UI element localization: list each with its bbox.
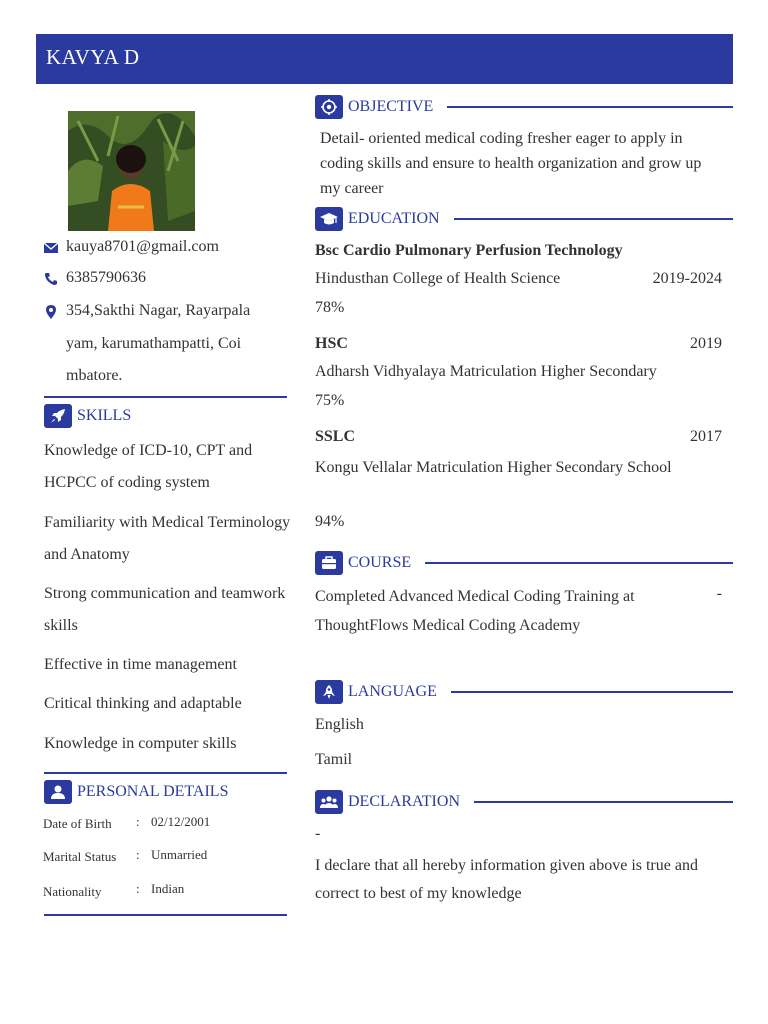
education-degree: SSLC: [315, 428, 356, 445]
objective-heading: [315, 95, 733, 119]
declaration-dash: -: [315, 825, 321, 842]
graduation-cap-icon: [315, 207, 343, 231]
envelope-icon: [44, 241, 58, 255]
divider: [44, 914, 287, 916]
divider: [44, 396, 287, 398]
dob-colon: :: [136, 814, 140, 829]
dob-label: Date of Birth: [43, 816, 112, 831]
profile-photo: [68, 111, 195, 231]
skill-item: Effective in time management: [44, 656, 237, 673]
skill-item: Strong communication and teamwork skills: [44, 585, 286, 634]
education-heading: [315, 207, 733, 231]
course-name: Completed Advanced Medical Coding Training at ThoughtFlows Medical Coding Academy: [315, 588, 635, 634]
course-rule: [425, 562, 733, 564]
objective-text: Detail- oriented medical coding fresher eager to apply in coding skills and ensure to health organization and grow up my career: [320, 130, 702, 197]
course-dash: -: [716, 585, 722, 602]
declaration-rule: [474, 801, 733, 803]
language-item: English: [315, 716, 364, 733]
education-years: 2017: [690, 428, 722, 445]
language-heading: [315, 680, 733, 704]
email-text[interactable]: kauya8701@gmail.com: [66, 238, 219, 255]
education-years: 2019-2024: [652, 270, 722, 287]
education-school: Kongu Vellalar Matriculation Higher Secondary School: [315, 459, 672, 476]
education-degree: HSC: [315, 335, 348, 352]
objective-title: OBJECTIVE: [348, 98, 434, 115]
education-degree: Bsc Cardio Pulmonary Perfusion Technology: [315, 242, 623, 259]
education-school: Hindusthan College of Health Science: [315, 270, 561, 287]
address-line-1: 354,Sakthi Nagar, Rayarpala: [66, 302, 251, 319]
declaration-title: DECLARATION: [348, 793, 460, 810]
nationality-value: Indian: [151, 881, 185, 896]
address-line-3: mbatore.: [66, 367, 123, 384]
nationality-label: Nationality: [43, 884, 102, 899]
education-rule: [454, 218, 733, 220]
marital-status-label: Marital Status: [43, 849, 117, 864]
header-banner: [36, 34, 733, 84]
personal-details-title: PERSONAL DETAILS: [77, 783, 229, 800]
group-icon: [315, 790, 343, 814]
skill-item: Critical thinking and adaptable: [44, 695, 242, 712]
skill-item: Familiarity with Medical Terminology and Anatomy: [44, 514, 291, 563]
skill-item: Knowledge of ICD-10, CPT and HCPCC of coding system: [44, 442, 253, 491]
declaration-text: I declare that all hereby information given above is true and correct to best of my knowledge: [315, 857, 698, 902]
declaration-heading: [315, 790, 733, 814]
language-rule: [451, 691, 733, 693]
education-score: 94%: [315, 513, 345, 530]
education-title: EDUCATION: [348, 210, 440, 227]
objective-rule: [447, 106, 733, 108]
course-title: COURSE: [348, 554, 412, 571]
nationality-colon: :: [136, 881, 140, 896]
language-title: LANGUAGE: [348, 683, 437, 700]
skills-title: SKILLS: [77, 407, 132, 424]
marital-status-value: Unmarried: [151, 847, 208, 862]
divider: [44, 772, 287, 774]
rocket-icon: [44, 404, 72, 428]
personal-details-heading: [44, 780, 287, 804]
skills-heading: [44, 404, 287, 428]
marital-status-colon: :: [136, 847, 140, 862]
phone-text[interactable]: 6385790636: [66, 269, 146, 286]
briefcase-icon: [315, 551, 343, 575]
education-score: 78%: [315, 299, 345, 316]
target-icon: [315, 95, 343, 119]
map-pin-icon: [44, 305, 58, 319]
dob-value: 02/12/2001: [151, 814, 211, 829]
address-line-2: yam, karumathampatti, Coi: [66, 335, 242, 352]
candidate-name: KAVYA D: [46, 45, 140, 69]
user-icon: [44, 780, 72, 804]
skill-item: Knowledge in computer skills: [44, 735, 237, 752]
language-item: Tamil: [315, 751, 353, 768]
phone-icon: [44, 272, 58, 286]
course-heading: [315, 551, 733, 575]
language-rocket-icon: [315, 680, 343, 704]
education-years: 2019: [690, 335, 722, 352]
education-school: Adharsh Vidhyalaya Matriculation Higher Secondary: [315, 363, 657, 380]
education-score: 75%: [315, 392, 345, 409]
